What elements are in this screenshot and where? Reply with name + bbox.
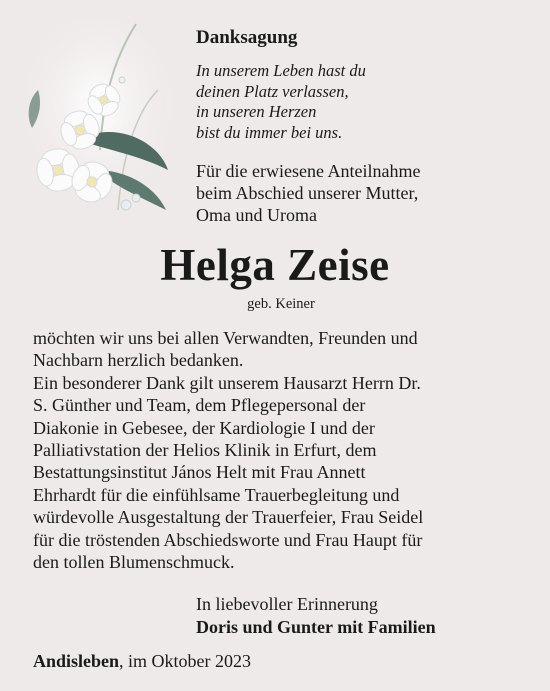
body-line: Bestattungsinstitut János Helt mit Frau Annett [33, 462, 366, 483]
body-line: Diakonie in Gebesee, der Kardiologie I und der [33, 417, 375, 438]
deceased-name: Helga Zeise [160, 240, 390, 290]
closing-block [196, 593, 436, 639]
place: Andisleben [33, 651, 120, 671]
maiden-name: geb. Keiner [247, 296, 315, 312]
body-line: für die tröstenden Abschiedsworte und Frau Haupt für [33, 529, 423, 550]
date: , im Oktober 2023 [119, 651, 252, 671]
poem-line: In unserem Leben hast du [196, 61, 366, 80]
intro-line: Für die erwiesene Anteilnahme [196, 161, 421, 181]
intro-line: beim Abschied unserer Mutter, [196, 183, 419, 203]
body-line: S. Günther und Team, dem Pflegepersonal der [33, 395, 366, 416]
body-line: Palliativstation der Helios Klinik in Erfurt, dem [33, 440, 377, 461]
body-line: Nachbarn herzlich bedanken. [33, 350, 244, 371]
poem [196, 61, 366, 143]
body-line: den tollen Blumenschmuck. [33, 552, 235, 573]
intro-line: Oma und Uroma [196, 205, 317, 225]
intro-text [196, 160, 420, 226]
poem-line: deinen Platz verlassen, [196, 81, 349, 101]
place-date [33, 651, 251, 672]
body-line: Ehrhardt für die einfühlsame Trauerbegleitung und [33, 484, 400, 505]
body-line: würdevolle Ausgestaltung der Trauerfeier, Frau Seidel [33, 507, 424, 528]
signers: Doris und Gunter mit Familien [196, 617, 436, 637]
orchid-illustration [18, 20, 178, 220]
body-line: möchten wir uns bei allen Verwandten, Freunden und [33, 328, 418, 348]
poem-line: bist du immer bei uns. [196, 122, 343, 142]
body-line: Ein besonderer Dank gilt unserem Hausarzt Herrn Dr. [33, 372, 421, 393]
poem-line: in unseren Herzen [196, 102, 317, 121]
thank-you-text [33, 327, 543, 573]
closing-line: In liebevoller Erinnerung [196, 594, 378, 614]
notice-heading: Danksagung [196, 27, 298, 48]
